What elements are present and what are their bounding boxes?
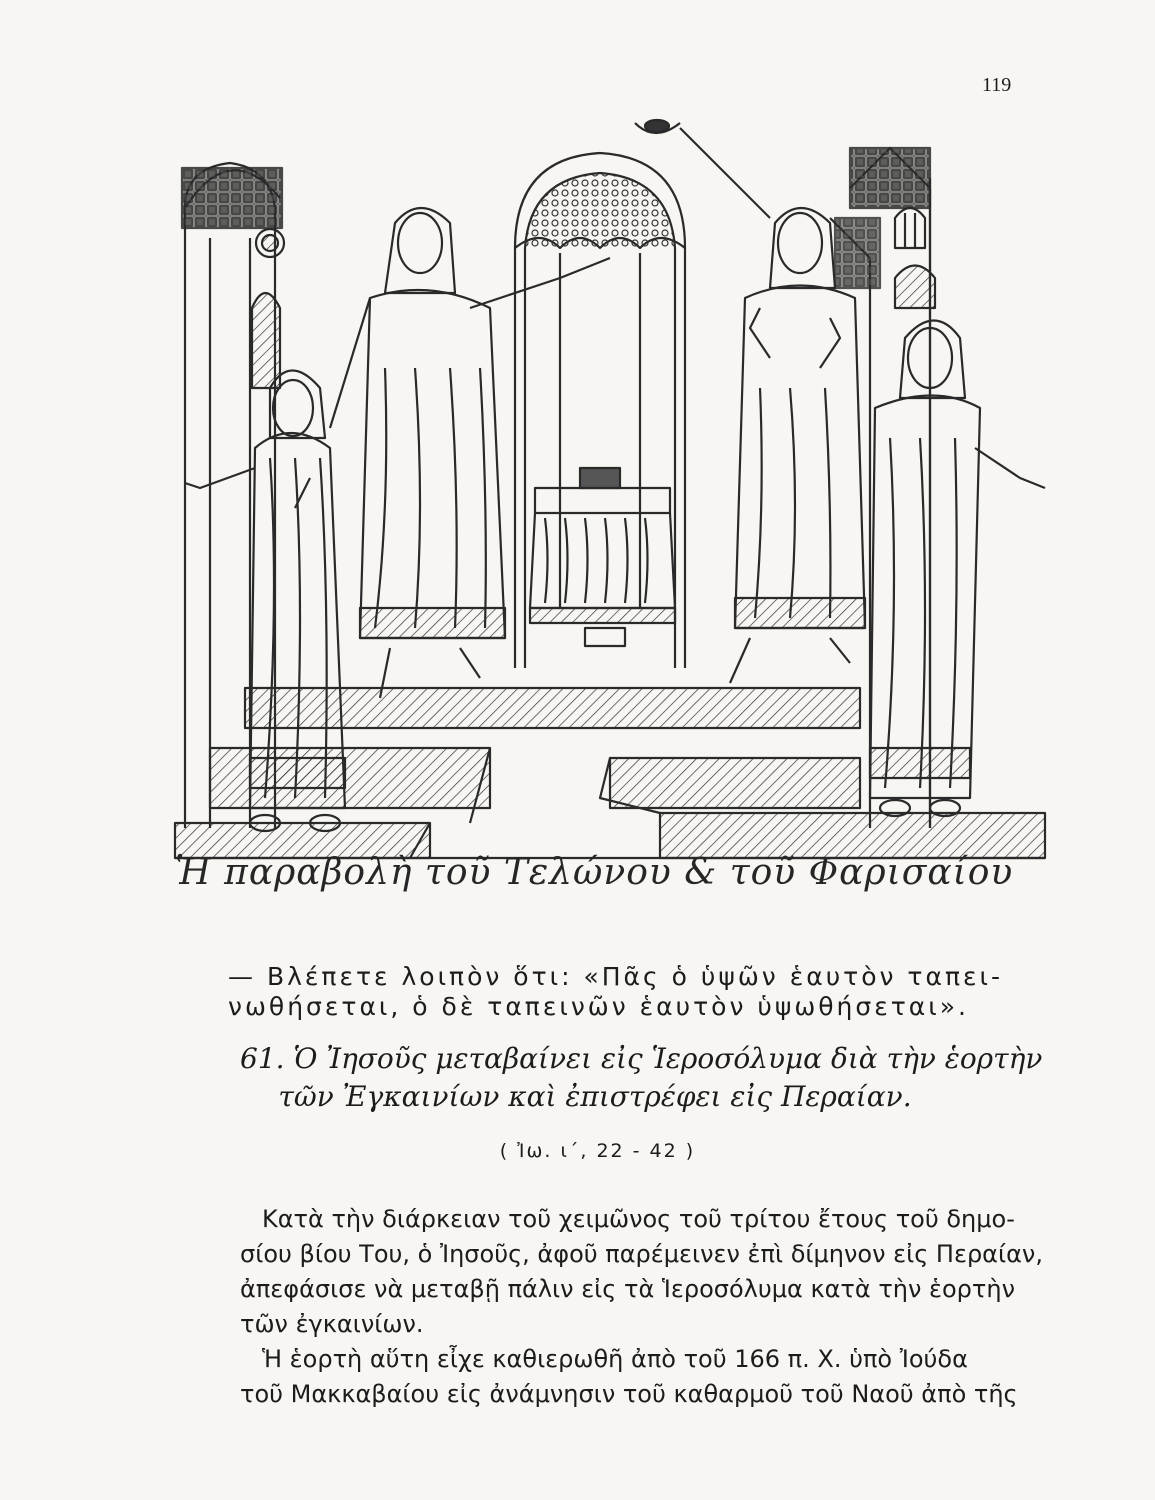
quote-line-2: νωθήσεται, ὁ δὲ ταπεινῶν ἑαυτὸν ὑψωθήσεται». bbox=[228, 992, 969, 1021]
ciborium bbox=[515, 153, 685, 668]
section-title-line-1: 61. Ὁ Ἰησοῦς μεταβαίνει εἰς Ἱεροσόλυμα διὰ τὴν ἑορτὴν bbox=[240, 1042, 1043, 1075]
body-line-4: τῶν ἐγκαινίων. bbox=[240, 1310, 424, 1338]
body-line-3: ἀπεφάσισε νὰ μεταβῇ πάλιν εἰς τὰ Ἱεροσόλυμα κατὰ τὴν ἑορτὴν bbox=[240, 1275, 1015, 1303]
body-line-5: Ἡ ἑορτὴ αὕτη εἶχε καθιερωθῆ ἀπὸ τοῦ 166 π. Χ. ὑπὸ Ἰούδα bbox=[262, 1345, 968, 1373]
page-number: 119 bbox=[982, 74, 1012, 96]
body-line-6: τοῦ Μακκαβαίου εἰς ἀνάμνησιν τοῦ καθαρμοῦ τοῦ Ναοῦ ἀπὸ τῆς bbox=[240, 1380, 1018, 1408]
illustration-caption: Ἡ παραβολὴ τοῦ Τελώνου & τοῦ Φαρισαίου bbox=[175, 852, 1014, 893]
body-line-1: Κατὰ τὴν διάρκειαν τοῦ χειμῶνος τοῦ τρίτου ἔτους τοῦ δημο- bbox=[262, 1205, 1015, 1233]
section-title-line-2: τῶν Ἐγκαινίων καὶ ἐπιστρέφει εἰς Περαίαν. bbox=[278, 1080, 912, 1113]
figure-right bbox=[870, 321, 1045, 817]
quote-line-1: — Βλέπετε λοιπὸν ὅτι: «Πᾶς ὁ ὑψῶν ἑαυτὸν ταπει- bbox=[228, 962, 1003, 991]
scripture-reference: ( Ἰω. ι΄, 22 - 42 ) bbox=[499, 1140, 696, 1162]
figure-pharisee bbox=[330, 208, 610, 698]
body-line-2: σίου βίου Του, ὁ Ἰησοῦς, ἀφοῦ παρέμεινεν ἐπὶ δίμηνον εἰς Περαίαν, bbox=[240, 1240, 1043, 1268]
byzantine-illustration bbox=[170, 108, 1050, 928]
